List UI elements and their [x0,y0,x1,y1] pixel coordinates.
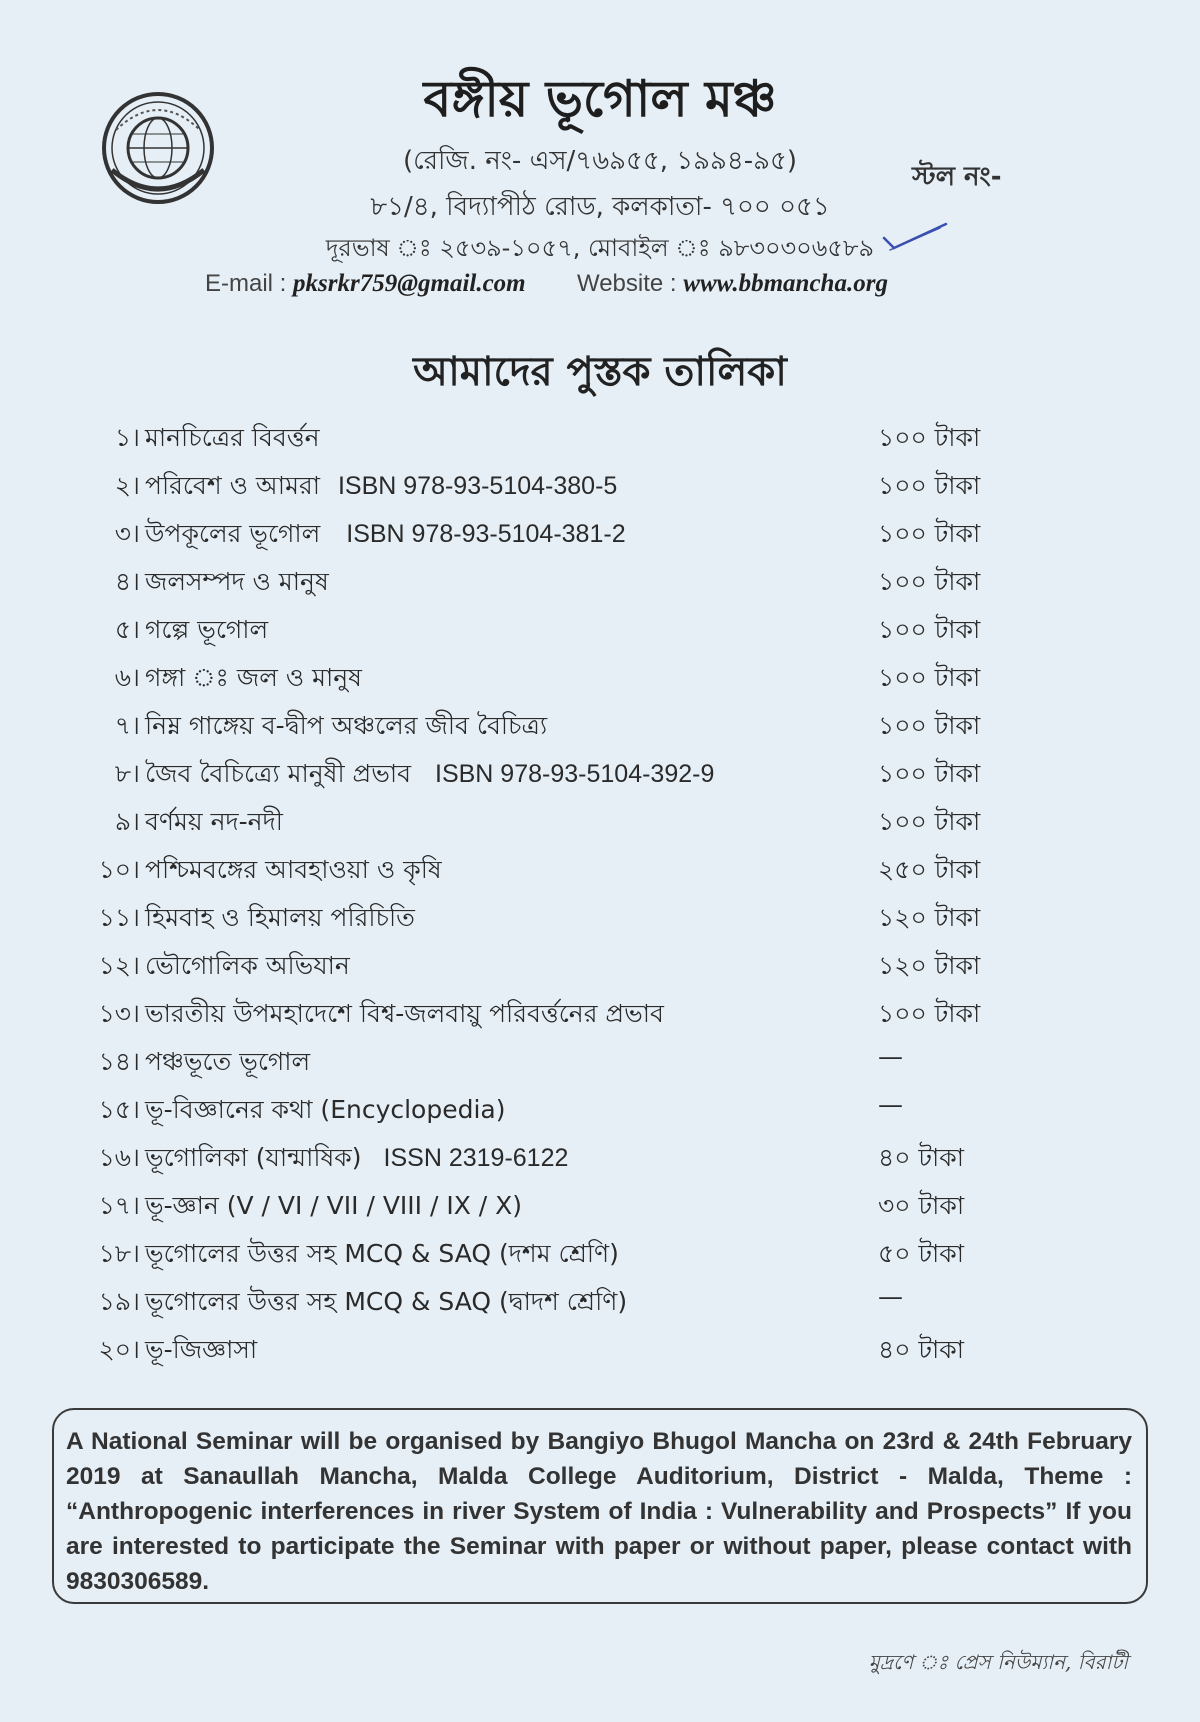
book-title: মানচিত্রের বিবর্ত্তন [145,423,320,452]
book-price: ১০০ টাকা [878,711,981,740]
book-issn: ISSN 2319-6122 [383,1144,569,1172]
book-row [0,842,1200,890]
book-row [0,1130,1200,1178]
book-price: ১০০ টাকা [878,999,981,1028]
book-number: ১৫। [98,1095,140,1124]
website-label: Website : [576,270,677,297]
website-url: www.bbmancha.org [683,270,888,297]
book-number: ১৪। [98,1047,140,1076]
email-address: pksrkr759@gmail.com [293,270,526,297]
book-row [0,746,1200,794]
book-row [0,890,1200,938]
book-row [0,1082,1200,1130]
book-number: ৯। [114,807,140,836]
book-row [0,986,1200,1034]
book-title: জৈব বৈচিত্র্যে মানুষী প্রভাব ISBN 978-93-5104-392-9 [145,759,715,788]
book-title: পঞ্চভূতে ভূগোল [145,1047,311,1076]
book-list-title: আমাদের পুস্তক তালিকা [413,348,787,395]
book-row [0,1226,1200,1274]
book-number: ৮। [114,759,140,788]
book-row [0,554,1200,602]
book-row [0,506,1200,554]
book-price: ১০০ টাকা [878,807,981,836]
book-number: ৩। [114,519,140,548]
book-title: ভূ-জিজ্ঞাসা [145,1335,258,1364]
contact-line [205,270,888,298]
book-title: নিম্ন গাঙ্গেয় ব-দ্বীপ অঞ্চলের জীব বৈচিত্র্য [145,711,548,740]
book-title: জলসম্পদ ও মানুষ [145,567,329,596]
book-number: ১১। [98,903,140,932]
book-number: ১০। [98,855,140,884]
book-isbn: ISBN 978-93-5104-381-2 [346,520,626,548]
book-title: ভূ-জ্ঞান (V / VI / VII / VIII / IX / X) [145,1191,523,1220]
stall-number-label: স্টল নং- [912,162,1002,192]
book-price: ১০০ টাকা [878,615,981,644]
book-price: ১০০ টাকা [878,471,981,500]
book-price: ১০০ টাকা [878,423,981,452]
book-row [0,650,1200,698]
book-number: ১। [114,423,140,452]
book-price: ১০০ টাকা [878,759,981,788]
book-number: ১৩। [98,999,140,1028]
book-row [0,794,1200,842]
book-row [0,1274,1200,1322]
organization-name: বঙ্গীয় ভূগোল মঞ্চ [423,69,777,128]
book-title: ভূগোলিকা (যান্মাষিক) ISSN 2319-6122 [145,1143,569,1172]
book-title: ভূগোলের উত্তর সহ MCQ & SAQ (দশম শ্রেণি) [145,1239,619,1268]
book-title: ভৌগোলিক অভিযান [145,951,350,980]
book-number: ১৭। [98,1191,140,1220]
email-label: E-mail : [205,270,287,297]
book-price: ১২০ টাকা [878,903,981,932]
book-price: ৪০ টাকা [878,1143,965,1172]
registration-number: (রেজি. নং- এস/৭৬৯৫৫, ১৯৯৪-৯৫) [403,146,797,176]
book-isbn: ISBN 978-93-5104-392-9 [435,760,715,788]
book-number: ২। [114,471,140,500]
book-row [0,698,1200,746]
book-row [0,1034,1200,1082]
book-number: ৫। [114,615,140,644]
book-title: ভূ-বিজ্ঞানের কথা (Encyclopedia) [145,1095,506,1124]
book-price: ১২০ টাকা [878,951,981,980]
book-price: ৩০ টাকা [878,1191,965,1220]
book-row [0,602,1200,650]
printer-credit: মুদ্রণে ঃ প্রেস নিউম্যান, বিরাটী [868,1650,1128,1674]
book-isbn: ISBN 978-93-5104-380-5 [337,472,618,500]
book-number: ২০। [98,1335,140,1364]
book-number: ৭। [114,711,140,740]
book-title: গল্পে ভূগোল [145,615,269,644]
book-price: — [878,1282,903,1311]
book-title: পশ্চিমবঙ্গের আবহাওয়া ও কৃষি [145,855,442,884]
book-title: হিমবাহ ও হিমালয় পরিচিতি [145,903,415,932]
book-list [0,410,1200,1370]
book-number: ১৮। [98,1239,140,1268]
book-price: ৪০ টাকা [878,1335,965,1364]
book-number: ১৯। [98,1287,140,1316]
phone-numbers: দূরভাষ ঃ ২৫৩৯-১০৫৭, মোবাইল ঃ ৯৮৩০৩০৬৫৮৯ [325,234,875,262]
book-number: ১২। [98,951,140,980]
book-row [0,458,1200,506]
seminar-notice-box: A National Seminar will be organised by Bangiyo Bhugol Mancha on 23rd & 24th February 2019 at Sanaullah Mancha, Malda College Auditorium, District - Malda, Theme : “Anthropogenic interferences in river System of India : Vulnerability and Prospects” If you are interested to participate the Seminar with paper or without paper, please contact with 9830306589. [52,1408,1148,1604]
postal-address: ৮১/৪, বিদ্যাপীঠ রোড, কলকাতা- ৭০০ ০৫১ [370,192,830,222]
book-price: ১০০ টাকা [878,663,981,692]
book-title: উপকূলের ভূগোল ISBN 978-93-5104-381-2 [145,519,626,548]
book-row [0,410,1200,458]
book-title: গঙ্গা ঃ জল ও মানুষ [145,663,362,692]
book-title: পরিবেশ ও আমরা ISBN 978-93-5104-380-5 [145,471,618,500]
book-title: বর্ণময় নদ-নদী [145,807,283,836]
book-title: ভারতীয় উপমহাদেশে বিশ্ব-জলবায়ু পরিবর্ত্তনের প্রভাব [145,999,664,1028]
handwritten-tick-icon [880,220,950,254]
book-price: ১০০ টাকা [878,567,981,596]
book-row [0,1322,1200,1370]
book-row [0,938,1200,986]
book-title: ভূগোলের উত্তর সহ MCQ & SAQ (দ্বাদশ শ্রেণি) [145,1287,628,1316]
book-price: — [878,1042,903,1071]
book-number: ৪। [114,567,140,596]
book-price: ২৫০ টাকা [878,855,981,884]
book-row [0,1178,1200,1226]
book-number: ১৬। [98,1143,140,1172]
book-price: ১০০ টাকা [878,519,981,548]
book-price: ৫০ টাকা [878,1239,965,1268]
book-number: ৬। [114,663,140,692]
book-price: — [878,1090,903,1119]
